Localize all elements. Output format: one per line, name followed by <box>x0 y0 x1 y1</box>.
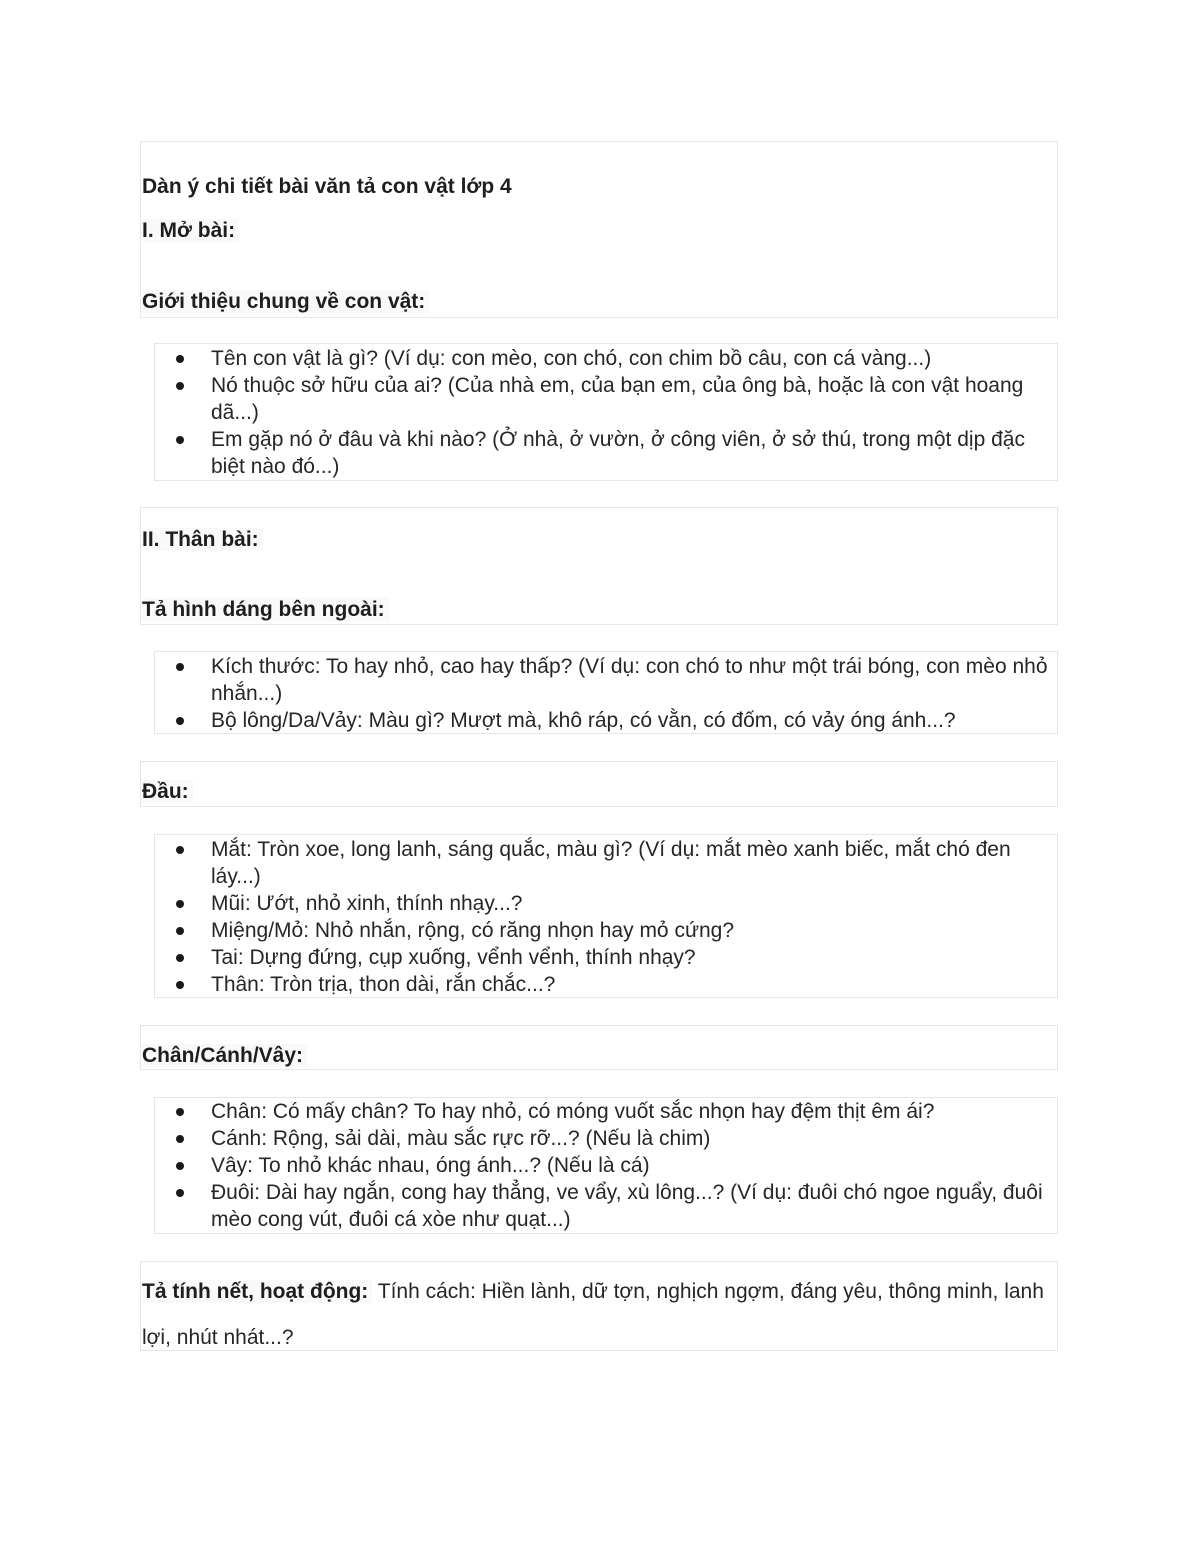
bullet-icon <box>176 717 184 725</box>
subheading-gioi-thieu: Giới thiệu chung về con vật: <box>142 289 429 315</box>
bullet-icon <box>176 900 184 908</box>
bullet-icon <box>176 927 184 935</box>
document-title: Dàn ý chi tiết bài văn tả con vật lớp 4 <box>142 175 512 198</box>
subheading-chan-canh-vay: Chân/Cánh/Vây: <box>142 1043 307 1069</box>
bullet-icon <box>176 436 184 444</box>
heading-than-bai: II. Thân bài: <box>142 527 263 553</box>
bullet-icon <box>176 382 184 390</box>
list-item: Chân: Có mấy chân? To hay nhỏ, có móng vuốt sắc nhọn hay đệm thịt êm ái? <box>211 1098 1058 1125</box>
list-dau <box>154 836 1058 998</box>
list-gioi-thieu <box>154 345 1058 480</box>
subheading-dau: Đầu: <box>142 779 193 805</box>
list-item: Nó thuộc sở hữu của ai? (Của nhà em, của bạn em, của ông bà, hoặc là con vật hoang dã...) <box>211 372 1058 426</box>
list-item: Em gặp nó ở đâu và khi nào? (Ở nhà, ở vườn, ở công viên, ở sở thú, trong một dịp đặc biệt nào đó...) <box>211 426 1058 480</box>
list-item: Miệng/Mỏ: Nhỏ nhắn, rộng, có răng nhọn hay mỏ cứng? <box>211 917 1058 944</box>
section-box-dau <box>140 761 1058 807</box>
bullet-icon <box>176 1162 184 1170</box>
list-item: Bộ lông/Da/Vảy: Màu gì? Mượt mà, khô ráp, có vằn, có đốm, có vảy óng ánh...? <box>211 707 1058 734</box>
list-item: Cánh: Rộng, sải dài, màu sắc rực rỡ...? (Nếu là chim) <box>211 1125 1058 1152</box>
list-chan-canh-vay <box>154 1098 1058 1233</box>
subheading-hinh-dang: Tả hình dáng bên ngoài: <box>142 597 389 623</box>
list-item: Tai: Dựng đứng, cụp xuống, vểnh vểnh, thính nhạy? <box>211 944 1058 971</box>
bullet-icon <box>176 954 184 962</box>
bullet-icon <box>176 355 184 363</box>
bullet-icon <box>176 1189 184 1197</box>
list-item: Đuôi: Dài hay ngắn, cong hay thẳng, ve vẩy, xù lông...? (Ví dụ: đuôi chó ngoe nguẩy, đuôi mèo cong vút, đuôi cá xòe như quạt...) <box>211 1179 1058 1233</box>
bullet-icon <box>176 981 184 989</box>
bullet-icon <box>176 1108 184 1116</box>
bullet-icon <box>176 1135 184 1143</box>
text-tinh-net: Tính cách: Hiền lành, dữ tợn, nghịch ngợm, đáng yêu, thông minh, lanh lợi, nhút nhát...? <box>142 1280 1044 1349</box>
list-item: Thân: Tròn trịa, thon dài, rắn chắc...? <box>211 971 1058 998</box>
heading-mo-bai: I. Mở bài: <box>142 218 239 244</box>
bullet-icon <box>176 663 184 671</box>
paragraph-tinh-net <box>142 1269 1054 1361</box>
list-item: Kích thước: To hay nhỏ, cao hay thấp? (Ví dụ: con chó to như một trái bóng, con mèo nhỏ nhắn...) <box>211 653 1058 707</box>
list-hinh-dang <box>154 653 1058 734</box>
list-item: Tên con vật là gì? (Ví dụ: con mèo, con chó, con chim bồ câu, con cá vàng...) <box>211 345 1058 372</box>
label-tinh-net: Tả tính nết, hoạt động: <box>142 1280 372 1303</box>
bullet-icon <box>176 846 184 854</box>
list-item: Mắt: Tròn xoe, long lanh, sáng quắc, màu gì? (Ví dụ: mắt mèo xanh biếc, mắt chó đen láy...) <box>211 836 1058 890</box>
list-item: Vây: To nhỏ khác nhau, óng ánh...? (Nếu là cá) <box>211 1152 1058 1179</box>
list-item: Mũi: Ướt, nhỏ xinh, thính nhạy...? <box>211 890 1058 917</box>
